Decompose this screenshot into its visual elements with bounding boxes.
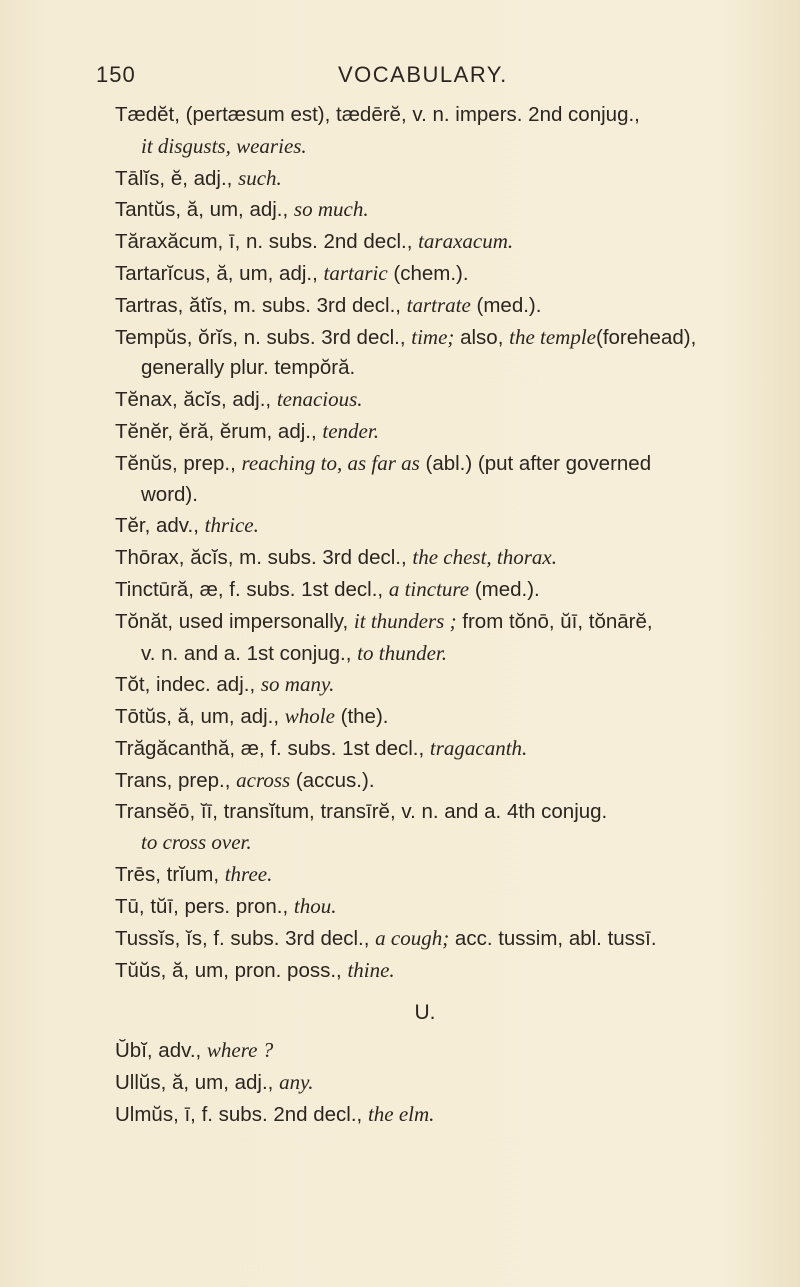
entry-headword: Tædĕt, (pertæsum est), tædērĕ, v. n. impers. 2nd conjug., [115,103,640,126]
vocabulary-entry [115,384,755,416]
entry-gloss: any. [279,1069,314,1094]
entry-headword: Tĕnĕr, ĕră, ĕrum, adj., [115,419,323,443]
vocabulary-entry [115,1099,755,1131]
entry-text: (accus.). [290,768,375,792]
running-head: VOCABULARY. [338,62,508,87]
entry-text: (the). [334,705,389,729]
entry-headword: Ullŭs, ă, um, adj., [115,1070,280,1094]
entry-gloss: thine. [347,957,395,982]
vocabulary-entry [115,100,755,163]
entry-gloss: thou. [293,893,337,918]
entry-text: generally plur. tempŏră. [141,356,356,380]
entry-headword: Thōrax, ăcĭs, m. subs. 3rd decl., [115,546,413,570]
entry-gloss: a cough; [375,925,450,950]
section-letter: U. [414,1001,436,1025]
entry-headword: Tantŭs, ă, um, adj., [115,198,294,222]
entry-headword: Ulmŭs, ī, f. subs. 2nd decl., [115,1102,368,1126]
vocabulary-entry [115,1067,755,1099]
vocabulary-entry [115,290,755,322]
entry-gloss: it disgusts, wearies. [141,133,307,158]
entry-text: (med.). [469,577,540,601]
vocabulary-entry [115,163,755,195]
vocabulary-entry [115,1035,755,1067]
entry-gloss: to cross over. [141,830,252,855]
entry-headword: Tussĭs, ĭs, f. subs. 3rd decl., [115,926,376,950]
vocabulary-entry [115,226,755,258]
entry-headword: Tĕnax, ăcĭs, adj., [115,388,277,412]
entry-headword: Transĕō, ĭī, transĭtum, transīrĕ, v. n. and a. 4th conjug. [115,799,608,823]
entry-headword: Tŏt, indec. adj., [115,673,261,697]
vocabulary-entry [115,606,755,670]
entry-headword: Tempŭs, ŏrĭs, n. subs. 3rd decl., [115,325,412,349]
entry-gloss: tragacanth. [429,735,528,760]
entry-text: acc. tussim, abl. tussī. [449,926,657,950]
entry-gloss: time; [411,324,455,349]
entry-gloss: it thunders ; [353,608,457,633]
entry-text: word). [141,482,198,506]
entry-gloss: to thunder. [357,640,447,665]
entry-headword: Tartarĭcus, ă, um, adj., [115,261,324,285]
vocabulary-list [115,100,755,1131]
entry-gloss: whole [284,704,335,729]
entry-headword: Tăraxăcum, ī, n. subs. 2nd decl., [115,230,419,254]
vocabulary-entry [115,194,755,226]
vocabulary-entry [115,765,755,797]
page-number: 150 [96,62,136,87]
entries-u-section [115,1035,755,1130]
vocabulary-entry [115,258,755,290]
entry-headword: Tālĭs, ĕ, adj., [115,166,239,190]
entry-text: also, [454,325,510,349]
vocabulary-entry [115,448,755,511]
entry-continuation [115,353,755,384]
entry-gloss: tenacious. [276,387,363,412]
entry-text: (abl.) (put after governed [419,451,652,475]
entry-continuation [115,827,755,859]
entry-headword: Tinctūră, æ, f. subs. 1st decl., [115,577,389,601]
vocabulary-entry [115,574,755,606]
vocabulary-entry [115,669,755,701]
entry-text: v. n. and a. 1st conjug., [141,641,358,665]
entry-gloss: where ? [206,1038,274,1063]
entry-gloss: such. [238,165,282,190]
entry-gloss: tartaric [323,260,388,285]
entry-headword: Tū, tŭī, pers. pron., [115,894,294,918]
vocabulary-entry [115,955,755,987]
entry-gloss: the temple [509,324,596,349]
entry-gloss: tartrate [406,292,471,317]
entry-headword: Tōtŭs, ă, um, adj., [115,705,285,729]
entry-headword: Trēs, trĭum, [115,863,225,887]
vocabulary-entry [115,322,755,385]
entry-continuation [115,638,755,670]
entry-headword: Trans, prep., [115,768,237,792]
entry-gloss: a tincture [388,576,470,601]
entry-gloss: across [236,767,291,792]
entry-headword: Tŏnăt, used impersonally, [115,609,354,633]
entry-text: (chem.). [387,261,469,285]
vocabulary-entry [115,733,755,765]
entry-headword: Tĕr, adv., [115,514,205,538]
vocabulary-entry [115,701,755,733]
entry-continuation [115,131,755,163]
entry-gloss: so much. [293,197,369,222]
entry-gloss: the elm. [367,1101,435,1126]
vocabulary-entry [115,923,755,955]
vocabulary-entry [115,797,755,860]
entry-text: (forehead), [596,325,697,349]
entry-headword: Tĕnŭs, prep., [115,451,242,475]
entry-gloss: taraxacum. [418,229,514,254]
entry-continuation [115,480,755,511]
vocabulary-entry [115,510,755,542]
entry-headword: Trăgăcanthă, æ, f. subs. 1st decl., [115,736,430,760]
entry-gloss: the chest, thorax. [412,545,558,570]
vocabulary-entry [115,416,755,448]
vocabulary-entry [115,859,755,891]
entry-gloss: reaching to, as far as [241,450,420,475]
entry-headword: Ŭbĭ, adv., [115,1039,207,1063]
page-header [96,62,736,98]
entries-t-section [115,100,755,986]
vocabulary-entry [115,542,755,574]
entry-gloss: so many. [260,672,335,697]
entry-gloss: three. [224,862,273,887]
entry-text: from tŏnō, ŭī, tŏnārĕ, [456,609,653,633]
entry-headword: Tŭŭs, ă, um, pron. poss., [115,958,348,982]
entry-gloss: tender. [322,418,379,443]
entry-text: (med.). [470,293,542,317]
entry-gloss: thrice. [204,513,259,538]
entry-headword: Tartras, ătĭs, m. subs. 3rd decl., [115,293,407,317]
vocabulary-entry [115,891,755,923]
